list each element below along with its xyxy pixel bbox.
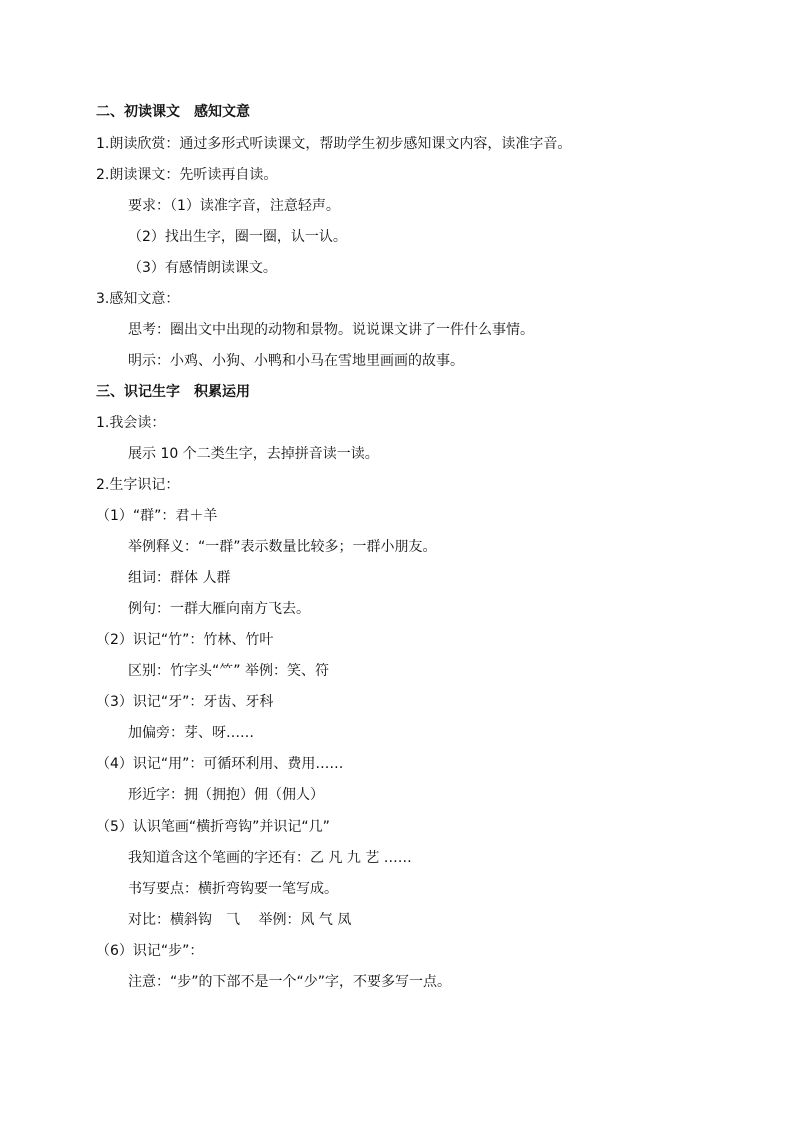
text-line: （1）“群”：君＋羊 <box>96 508 218 524</box>
text-line: 1.我会读： <box>96 415 166 431</box>
text-line: 注意：“步”的下部不是一个“少”字，不要多写一点。 <box>128 974 452 990</box>
text-line: 明示：小鸡、小狗、小鸭和小马在雪地里画画的故事。 <box>128 353 464 369</box>
text-line: 区别：竹字头“⺮” 举例：笑、符 <box>128 663 329 679</box>
text-line: （4）识记“用”：可循环利用、费用…… <box>96 756 344 772</box>
text-line: （3）有感情朗读课文。 <box>128 260 277 276</box>
text-line: （2）找出生字，圈一圈，认一认。 <box>128 229 347 245</box>
section-heading-2: 二、初读课文 感知文意 <box>96 104 250 120</box>
text-line: 举例释义：“一群”表示数量比较多；一群小朋友。 <box>128 539 437 555</box>
text-line: 1.朗读欣赏：通过多形式听读课文，帮助学生初步感知课文内容，读准字音。 <box>96 136 572 152</box>
text-line: （2）识记“竹”：竹林、竹叶 <box>96 632 274 648</box>
text-line: 加偏旁：芽、呀…… <box>128 725 254 741</box>
text-line: （6）识记“步”： <box>96 943 204 959</box>
text-line: 形近字：拥（拥抱）佣（佣人） <box>128 787 324 803</box>
text-line: 展示 10 个二类生字，去掉拼音读一读。 <box>128 446 379 462</box>
text-line: 2.生字识记： <box>96 477 180 493</box>
text-line: 思考：圈出文中出现的动物和景物。说说课文讲了一件什么事情。 <box>128 322 534 338</box>
text-line: 组词：群体 人群 <box>128 570 231 586</box>
text-line: （5）认识笔画“横折弯钩”并识记“几” <box>96 819 330 835</box>
section-heading-3: 三、识记生字 积累运用 <box>96 384 250 400</box>
text-line: 我知道含这个笔画的字还有：乙 凡 九 艺 …… <box>128 850 412 866</box>
text-line: 要求：（1）读准字音，注意轻声。 <box>128 198 340 214</box>
text-line: 例句：一群大雁向南方飞去。 <box>128 601 310 617</box>
text-line: 2.朗读课文：先听读再自读。 <box>96 167 278 183</box>
text-line: 书写要点：横折弯钩要一笔写成。 <box>128 881 338 897</box>
text-line: 3.感知文意： <box>96 291 180 307</box>
text-line: （3）识记“牙”：牙齿、牙科 <box>96 694 274 710</box>
text-line: 对比：横斜钩 ⺄ 举例：风 气 凤 <box>128 912 352 928</box>
